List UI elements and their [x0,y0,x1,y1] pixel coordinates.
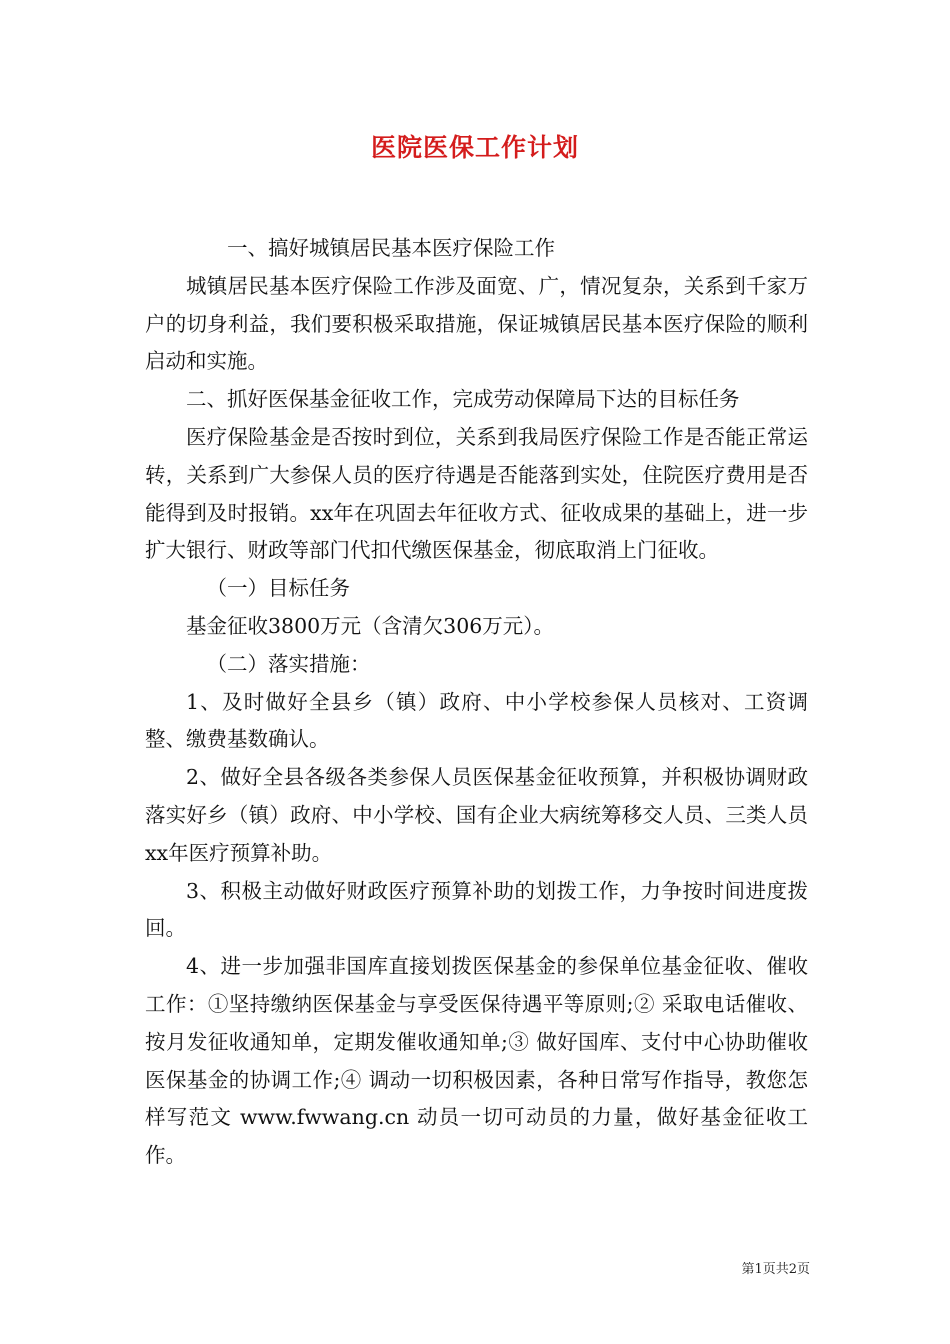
page-number-footer: 第1页共2页 [741,1262,810,1277]
list-item: 2、做好全县各级各类参保人员医保基金征收预算，并积极协调财政落实好乡（镇）政府、中小学校、国有企业大病统筹移交人员、三类人员xx年医疗预算补助。 [145,765,808,865]
list-item: 4、进一步加强非国库直接划拨医保基金的参保单位基金征收、催收工作：①坚持缴纳医保基金与享受医保待遇平等原则;② 采取电话催收、按月发征收通知单，定期发催收通知单;③ 做好国库、支付中心协助催收医保基金的协调工作;④ 调动一切积极因素，各种日常写作指导，教您怎样写范文 www.fwwang.cn 动员一切可动员的力量，做好基金征收工作。 [145,954,808,1168]
paragraph: 城镇居民基本医疗保险工作涉及面宽、广，情况复杂，关系到千家万户的切身利益，我们要积极采取措施，保证城镇居民基本医疗保险的顺利启动和实施。 [145,273,808,374]
paragraph: 基金征收3800万元（含清欠306万元）。 [186,613,555,638]
subsection-heading-measures: （二）落实措施： [206,651,371,676]
section-heading-1: 一、搞好城镇居民基本医疗保险工作 [227,236,555,260]
list-item: 1、及时做好全县乡（镇）政府、中小学校参保人员核对、工资调整、缴费基数确认。 [145,689,808,752]
paragraph: 医疗保险基金是否按时到位，关系到我局医疗保险工作是否能正常运转，关系到广大参保人员的医疗待遇是否能落到实处，住院医疗费用是否能得到及时报销。xx年在巩固去年征收方式、征收成果的基础上，进一步扩大银行、财政等部门代扣代缴医保基金，彻底取消上门征收。 [145,424,808,563]
document-body [145,230,808,1175]
document-title: 医院医保工作计划 [370,133,579,162]
section-heading-2: 二、抓好医保基金征收工作，完成劳动保障局下达的目标任务 [186,387,740,412]
subsection-heading-target: （一）目标任务 [206,576,350,601]
list-item: 3、积极主动做好财政医疗预算补助的划拨工作，力争按时间进度拨回。 [145,878,808,941]
